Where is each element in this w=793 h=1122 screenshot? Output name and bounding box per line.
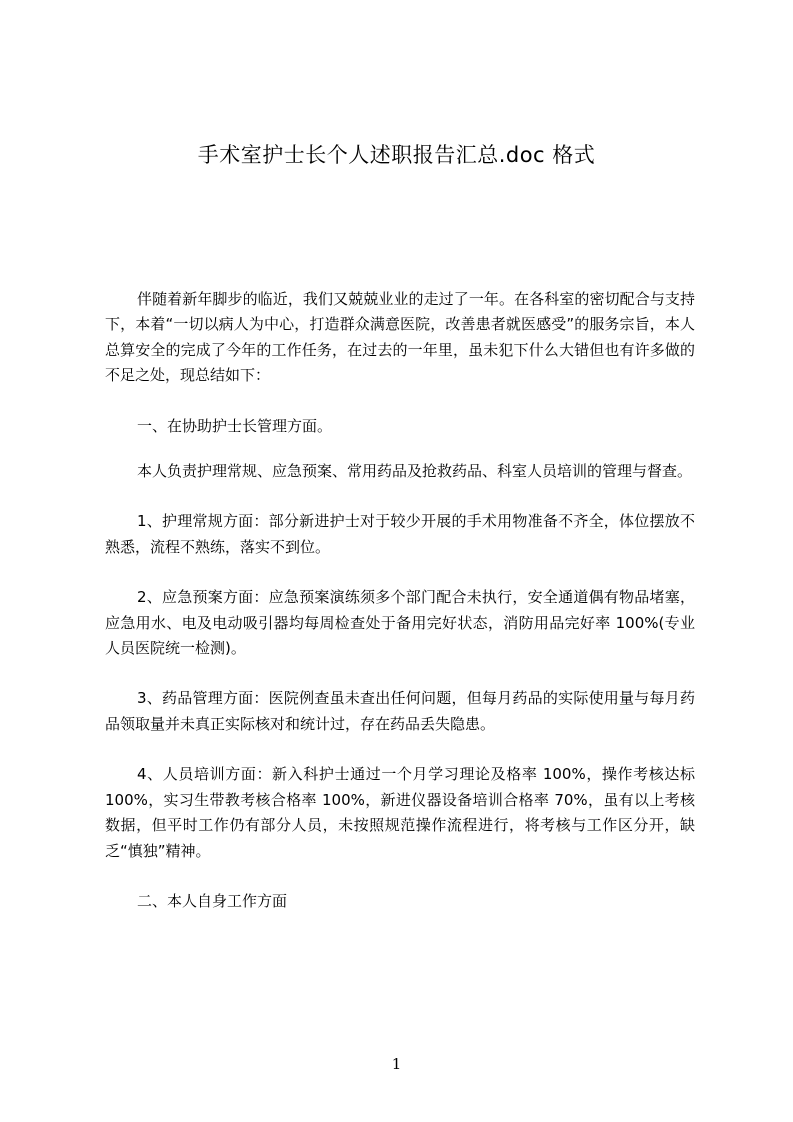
intro-paragraph: 伴随着新年脚步的临近，我们又兢兢业业的走过了一年。在各科室的密切配合与支持下，本着“一切以病人为中心，打造群众满意医院，改善患者就医感受”的服务宗旨，本人总算安全的完成了今年的工作任务，在过去的一年里，虽未犯下什么大错但也有许多做的不足之处，现总结如下：: [105, 290, 695, 385]
document-body: [105, 287, 695, 934]
emergency-plan-paragraph: 2、应急预案方面：应急预案演练须多个部门配合未执行，安全通道偶有物品堵塞，应急用水、电及电动吸引器均每周检查处于备用完好状态，消防用品完好率 100%(专业人员医院统一检测)。: [105, 588, 695, 658]
responsibility-paragraph: 本人负责护理常规、应急预案、常用药品及抢救药品、科室人员培训的管理与督查。: [137, 462, 693, 481]
nursing-routine-paragraph: 1、护理常规方面：部分新进护士对于较少开展的手术用物准备不齐全，体位摆放不熟悉，流程不熟练，落实不到位。: [105, 512, 695, 556]
page-number: 1: [391, 1055, 402, 1073]
document-title: 手术室护士长个人述职报告汇总.doc 格式: [197, 143, 596, 167]
section-heading-2: 二、本人自身工作方面: [137, 891, 288, 910]
drug-management-paragraph: 3、药品管理方面：医院例查虽未查出任何问题，但每月药品的实际使用量与每月药品领取量并未真正实际核对和统计过，存在药品丢失隐患。: [105, 689, 695, 733]
section-heading-1: 一、在协助护士长管理方面。: [137, 416, 333, 435]
staff-training-paragraph: 4、人员培训方面：新入科护士通过一个月学习理论及格率 100%，操作考核达标 100%，实习生带教考核合格率 100%，新进仪器设备培训合格率 70%，虽有以上考核数据，但平时工作仍有部分人员，未按照规范操作流程进行，将考核与工作区分开，缺乏“慎独”精神。: [105, 765, 695, 860]
